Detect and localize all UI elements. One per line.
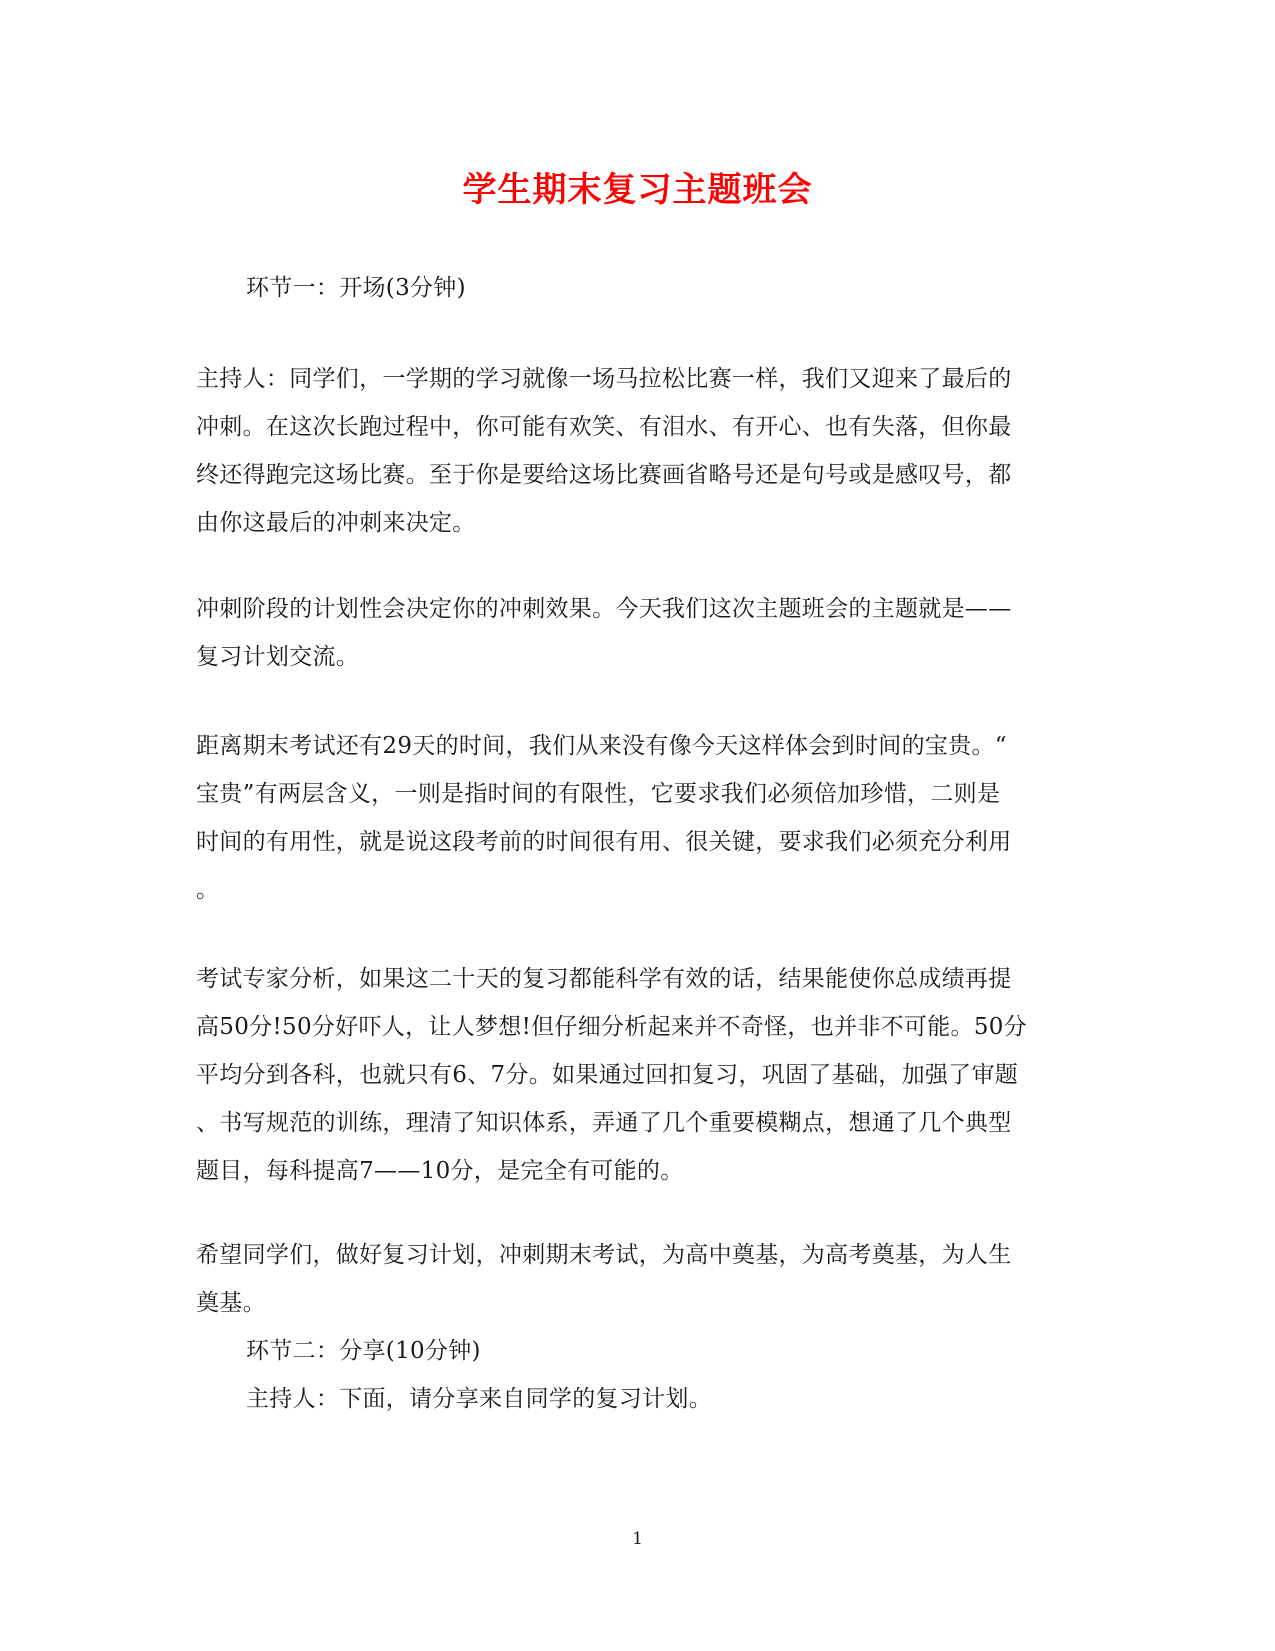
paragraph-line: 奠基。 xyxy=(196,1290,266,1316)
page-number: 1 xyxy=(632,1529,643,1549)
paragraph-line: 时间的有用性，就是说这段考前的时间很有用、很关键，要求我们必须充分利用 xyxy=(196,829,1012,855)
document-title: 学生期末复习主题班会 xyxy=(462,170,813,210)
section1-heading-text: 环节一：开场(3分钟) xyxy=(246,275,466,301)
paragraph-line: 。 xyxy=(196,877,220,903)
paragraph-opening xyxy=(196,355,1076,547)
paragraph-line: 由你这最后的冲刺来决定。 xyxy=(196,510,476,536)
section2-host-line: 主持人：下面，请分享来自同学的复习计划。 xyxy=(246,1386,712,1412)
paragraph-line: 冲刺阶段的计划性会决定你的冲刺效果。今天我们这次主题班会的主题就是—— xyxy=(196,596,1012,622)
paragraph-line: 距离期末考试还有29天的时间，我们从来没有像今天这样体会到时间的宝贵。“ xyxy=(196,733,1007,759)
paragraph-time xyxy=(196,722,1076,914)
paragraph-line: 希望同学们，做好复习计划，冲刺期末考试，为高中奠基，为高考奠基，为人生 xyxy=(196,1242,1012,1268)
section2-block xyxy=(196,1327,1126,1423)
paragraph-hope xyxy=(196,1231,1076,1327)
paragraph-line: 主持人：同学们，一学期的学习就像一场马拉松比赛一样，我们又迎来了最后的 xyxy=(196,366,1012,392)
paragraph-line: 考试专家分析，如果这二十天的复习都能科学有效的话，结果能使你总成绩再提 xyxy=(196,966,1012,992)
section1-heading xyxy=(196,264,1126,312)
paragraph-line: 复习计划交流。 xyxy=(196,644,360,670)
paragraph-line: 宝贵”有两层含义，一则是指时间的有限性，它要求我们必须倍加珍惜，二则是 xyxy=(196,781,1001,807)
paragraph-line: 终还得跑完这场比赛。至于你是要给这场比赛画省略号还是句号或是感叹号，都 xyxy=(196,462,1012,488)
paragraph-line: 、书写规范的训练，理清了知识体系，弄通了几个重要模糊点，想通了几个典型 xyxy=(196,1110,1012,1136)
paragraph-theme xyxy=(196,585,1076,681)
section2-heading: 环节二：分享(10分钟) xyxy=(246,1338,481,1364)
paragraph-line: 冲刺。在这次长跑过程中，你可能有欢笑、有泪水、有开心、也有失落，但你最 xyxy=(196,414,1012,440)
paragraph-line: 平均分到各科，也就只有6、7分。如果通过回扣复习，巩固了基础，加强了审题 xyxy=(196,1062,1019,1088)
paragraph-line: 高50分!50分好吓人，让人梦想!但仔细分析起来并不奇怪，也并非不可能。50分 xyxy=(196,1014,1027,1040)
paragraph-line: 题目，每科提高7——10分，是完全有可能的。 xyxy=(196,1158,684,1184)
paragraph-analysis xyxy=(196,955,1076,1195)
